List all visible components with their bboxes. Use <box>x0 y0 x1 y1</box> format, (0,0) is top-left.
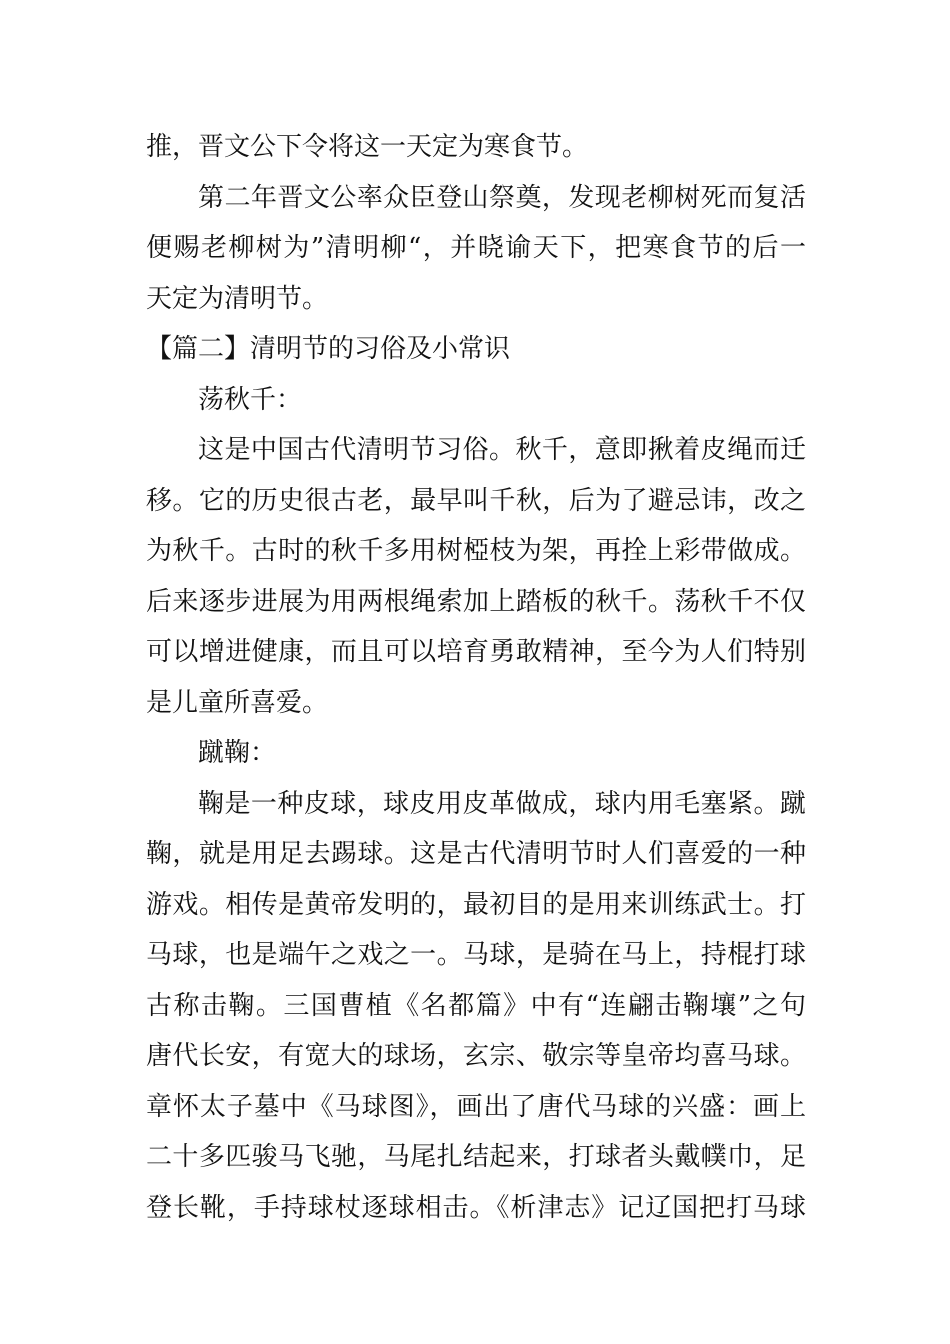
text-line: 蹴鞠： <box>198 738 277 768</box>
text-line: 登长靴，手持球杖逐球相击。《析津志》记辽国把打马球 <box>146 1192 806 1223</box>
text-line: 唐代长安，有宽大的球场，玄宗、敬宗等皇帝均喜马球。 <box>146 1041 806 1071</box>
text-line: 章怀太子墓中《马球图》，画出了唐代马球的兴盛：画上 <box>146 1091 806 1122</box>
text-line: 是儿童所喜爱。 <box>146 687 329 718</box>
text-line: 可以增进健康，而且可以培育勇敢精神，至今为人们特别 <box>146 637 806 667</box>
text-line: 古称击鞠。三国曹植《名都篇》中有“连翩击鞠壤”之句 <box>146 990 806 1021</box>
text-line: 荡秋千： <box>198 384 303 415</box>
body-text <box>146 122 806 1233</box>
text-line: 【篇二】清明节的习俗及小常识 <box>146 334 511 364</box>
text-line: 为秋千。古时的秋千多用树椏枝为架，再拴上彩带做成。 <box>146 536 806 566</box>
text-line: 鞠，就是用足去踢球。这是古代清明节时人们喜爱的一种 <box>146 839 806 869</box>
text-line: 马球，也是端午之戏之一。马球，是骑在马上，持棍打球 <box>146 940 806 970</box>
text-line: 鞠是一种皮球，球皮用皮革做成，球内用毛塞紧。蹴 <box>198 788 806 819</box>
text-line: 便赐老柳树为”清明柳“，并晓谕天下，把寒食节的后一 <box>146 233 806 263</box>
text-line: 二十多匹骏马飞驰，马尾扎结起来，打球者头戴幞巾，足 <box>146 1142 806 1172</box>
text-line: 推，晋文公下令将这一天定为寒食节。 <box>146 132 589 162</box>
text-line: 天定为清明节。 <box>146 283 329 314</box>
text-line: 移。它的历史很古老，最早叫千秋，后为了避忌讳，改之 <box>146 485 806 516</box>
text-line: 后来逐步进展为用两根绳索加上踏板的秋千。荡秋千不仅 <box>146 586 806 617</box>
text-line: 游戏。相传是黄帝发明的，最初目的是用来训练武士。打 <box>146 889 806 920</box>
text-line: 第二年晋文公率众臣登山祭奠，发现老柳树死而复活 <box>198 182 806 213</box>
text-line: 这是中国古代清明节习俗。秋千，意即揪着皮绳而迁 <box>198 435 806 465</box>
